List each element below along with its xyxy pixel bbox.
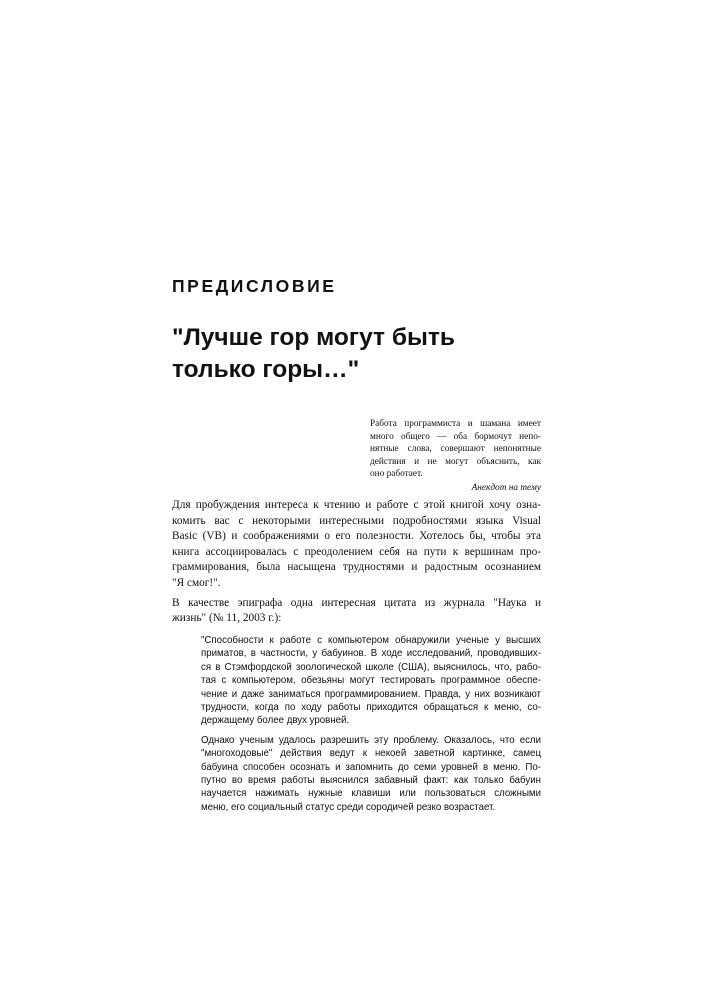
chapter-label: ПРЕДИСЛОВИЕ [172, 276, 337, 296]
intro-text [172, 498, 541, 631]
quote-line: "Способности к работе с компьютером обнаружили ученые у высших [201, 635, 541, 646]
epigraph-line: действия и не могут объяснить, как [370, 456, 541, 467]
text-line: Basic (VB) и соображениями о его полезности. Хотелось бы, чтобы эта [172, 530, 541, 543]
epigraph-line: много общего — оба бормочут непо- [370, 431, 541, 442]
epigraph-line: нятные слова, совершают непонятные [370, 444, 541, 455]
text-line: комить вас с некоторыми интересными подробностями языка Visual [172, 514, 541, 527]
quote-paragraph-1 [201, 634, 541, 728]
chapter-title [172, 322, 552, 386]
text-line: Для пробуждения интереса к чтению и работе с этой книгой хочу озна- [172, 499, 541, 511]
quote-line: тая с компьютером, обезьяны могут тестировать программное обеспе- [201, 675, 541, 687]
chapter-title-line: "Лучше гор могут быть [172, 324, 455, 351]
epigraph [370, 418, 541, 495]
intro-paragraph-1 [172, 498, 541, 592]
quote-line: меню, его социальный статус среди сородичей резко возрастает. [201, 801, 496, 813]
text-line: В качестве эпиграфа одна интересная цитата из журнала "Наука и [172, 596, 541, 609]
quote-line: держащему более двух уровней. [201, 715, 350, 727]
quote-line: Однако ученым удалось разрешить эту проблему. Оказалось, что если [201, 734, 541, 746]
quote-line: путно во время работы выяснился забавный факт: как только бабуин [201, 775, 541, 787]
text-line: книга ассоциировалась с преодолением себя на пути к вершинам про- [172, 545, 541, 558]
quote-line: "многоходовые" действия ведут к некоей заветной картинке, самец [201, 748, 541, 760]
epigraph-line: оно работает. [370, 469, 423, 480]
quote-paragraph-2 [201, 734, 541, 814]
block-quote [201, 634, 541, 820]
epigraph-line: Работа программиста и шамана имеет [370, 419, 541, 429]
text-line: граммирования, была насыщена трудностями и радостным осознанием [172, 561, 541, 574]
chapter-title-line: только горы…" [172, 356, 360, 383]
text-line: "Я смог!". [172, 576, 221, 589]
intro-paragraph-2 [172, 596, 541, 627]
quote-line: чение и даже заниматься программированием. Правда, у них возникают [201, 688, 541, 700]
text-line: жизнь" (№ 11, 2003 г.): [172, 612, 282, 625]
quote-line: научается нажимать нужные клавиши или пользоваться сложными [201, 788, 541, 800]
quote-line: трудности, когда по ходу работы приходится обращаться к меню, со- [201, 702, 541, 714]
quote-line: бабуина способен осознать и запомнить до семи уровней в меню. По- [201, 761, 541, 773]
epigraph-source: Анекдот на тему [471, 482, 541, 493]
quote-line: приматов, в частности, у бабуинов. В ходе исследований, проводивших- [201, 648, 541, 660]
quote-line: ся в Стэмфордской зоологической школе (США), выяснилось, что, рабо- [201, 661, 541, 673]
